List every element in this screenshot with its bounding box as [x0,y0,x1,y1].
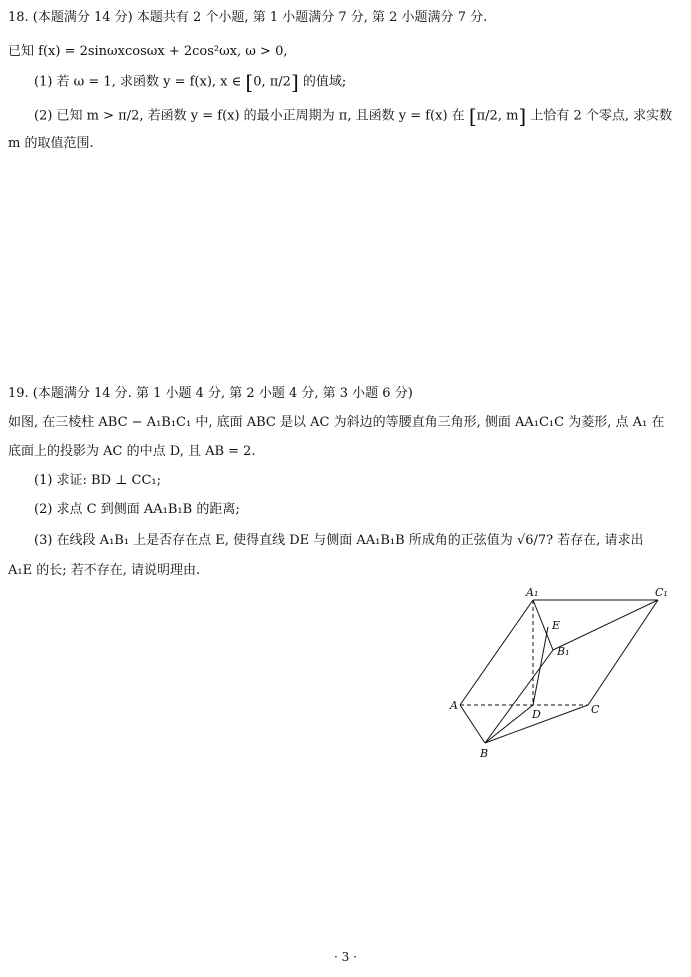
label-a1: A₁ [526,586,539,599]
label-e: E [552,619,561,632]
q18-part2-prefix: (2) 已知 m > π/2, 若函数 y = f(x) 的最小正周期为 π, 且函数 y = f(x) 在 [34,108,469,124]
edge-a-b [460,705,485,743]
q19-line2: 底面上的投影为 AC 的中点 D, 且 AB = 2. [8,444,256,459]
bracket-close: ] [290,70,299,94]
q18-part2 [34,106,672,127]
label-d: D [532,708,541,721]
q19-line1: 如图, 在三棱柱 ABC − A₁B₁C₁ 中, 底面 ABC 是以 AC 为斜边的等腰直角三角形, 侧面 AA₁C₁C 为菱形, 点 A₁ 在 [8,415,665,430]
q19-part3-continued: A₁E 的长; 若不存在, 请说明理由. [8,563,201,578]
q19-header: 19. (本题满分 14 分. 第 1 小题 4 分, 第 2 小题 4 分, 第 3 小题 6 分) [8,386,413,401]
bracket-open: [ [468,104,477,128]
label-a: A [450,699,458,712]
bracket-open: [ [245,70,254,94]
q18-part1-interval: 0, π/2 [253,74,291,90]
label-b1: B₁ [557,645,570,658]
label-c: C [591,703,600,716]
edge-b1-c1 [553,600,658,650]
segment-d-e [533,627,548,705]
edge-b1-b [485,650,553,743]
edge-c1-c [588,600,658,705]
q19-part3-suffix: ? 若存在, 请求出 [546,533,644,548]
prism-figure [448,585,683,765]
page-number: · 3 · [334,950,357,964]
edge-a1-b1 [533,600,553,650]
q18-part2-suffix: 上恰有 2 个零点, 求实数 [526,108,673,124]
q18-given: 已知 f(x) = 2sinωxcosωx + 2cos²ωx, ω > 0, [8,44,288,59]
label-c1: C₁ [655,586,668,599]
q18-part2-continued: m 的取值范围. [8,136,94,151]
q19-part3-prefix: (3) 在线段 A₁B₁ 上是否存在点 E, 使得直线 DE 与侧面 AA₁B₁B 所成角的正弦值为 [34,533,517,548]
q19-part2: (2) 求点 C 到侧面 AA₁B₁B 的距离; [34,502,240,517]
edge-a1-a [460,600,533,705]
q19-part3 [34,531,644,551]
label-b: B [480,747,489,760]
q19-part3-value: √6/7 [516,533,547,548]
q18-header: 18. (本题满分 14 分) 本题共有 2 个小题, 第 1 小题满分 7 分, 第 2 小题满分 7 分. [8,10,488,25]
q18-part1-suffix: 的值域; [298,74,347,90]
q18-part1 [34,72,346,93]
q19-part1: (1) 求证: BD ⊥ CC₁; [34,473,162,488]
q18-part2-interval: π/2, m [476,108,519,124]
q18-part1-prefix: (1) 若 ω = 1, 求函数 y = f(x), x ∈ [34,74,246,90]
bracket-close: ] [518,104,527,128]
